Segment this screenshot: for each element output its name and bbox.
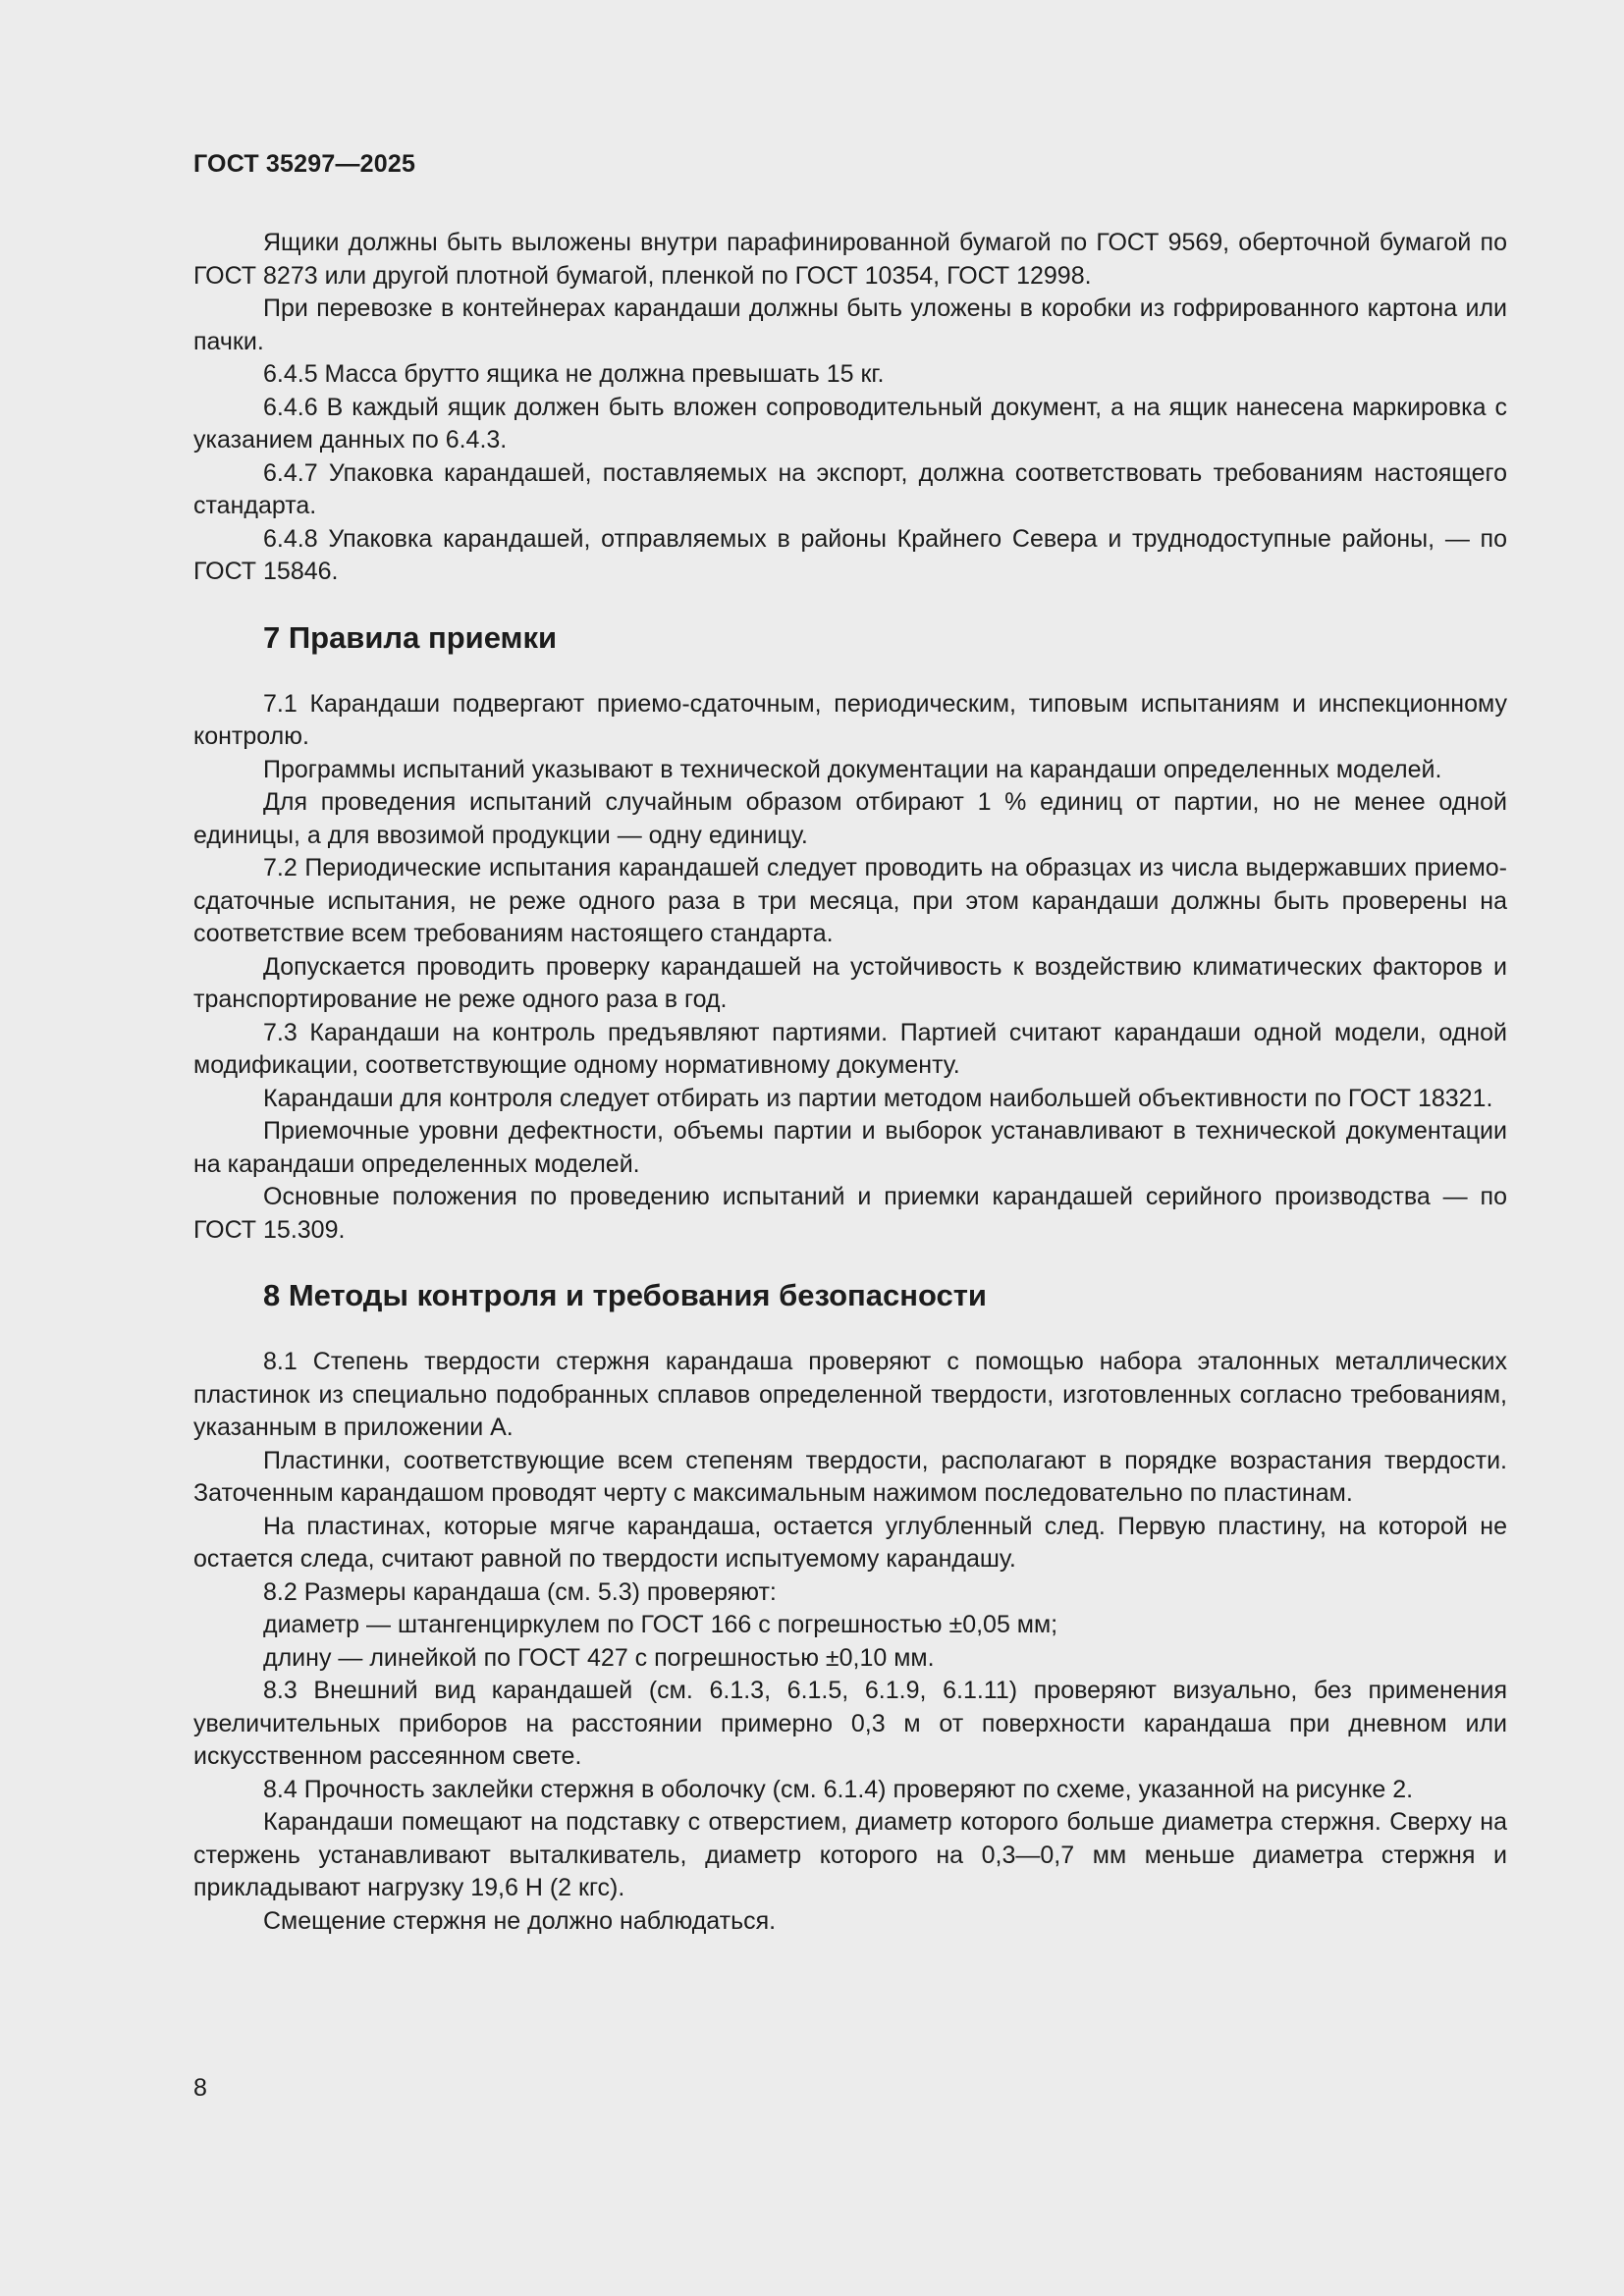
paragraph: 6.4.6 В каждый ящик должен быть вложен сопроводительный документ, а на ящик нанесена маркировка с указанием данных по 6.4.3. — [193, 393, 1507, 454]
paragraph: 6.4.7 Упаковка карандашей, поставляемых на экспорт, должна соответствовать требованиям настоящего стандарта. — [193, 458, 1507, 519]
paragraph: Допускается проводить проверку карандашей на устойчивость к воздействию климатических факторов и транспортирование не реже одного раза в год. — [193, 952, 1507, 1013]
paragraph: При перевозке в контейнерах карандаши должны быть уложены в коробки из гофрированного картона или пачки. — [193, 294, 1507, 355]
paragraph: Приемочные уровни дефектности, объемы партии и выборок устанавливают в технической документации на карандаши определенных моделей. — [193, 1117, 1507, 1178]
paragraph: 8.1 Степень твердости стержня карандаша проверяют с помощью набора эталонных металлических пластинок из специально подобранных сплавов определенной твердости, изготовленных согласно требованиям, указанным в приложении А. — [193, 1348, 1507, 1441]
document-page — [193, 147, 1507, 1938]
paragraph: На пластинах, которые мягче карандаша, остается углубленный след. Первую пластину, на которой не остается следа, считают равной по твердости испытуемому карандашу. — [193, 1512, 1507, 1573]
page-number: 8 — [193, 2074, 207, 2102]
paragraph: 6.4.5 Масса брутто ящика не должна превышать 15 кг. — [263, 360, 885, 388]
paragraph: 8.3 Внешний вид карандашей (см. 6.1.3, 6.1.5, 6.1.9, 6.1.11) проверяют визуально, без применения увеличительных приборов на расстоянии примерно 0,3 м от поверхности карандаша при дневном или искусственном рассеянном свете. — [193, 1677, 1507, 1770]
paragraph: Карандаши для контроля следует отбирать из партии методом наибольшей объективности по ГОСТ 18321. — [263, 1084, 1493, 1112]
paragraph: 8.4 Прочность заклейки стержня в оболочку (см. 6.1.4) проверяют по схеме, указанной на рисунке 2. — [263, 1775, 1414, 1803]
paragraph: 8.2 Размеры карандаша (см. 5.3) проверяют: — [263, 1577, 777, 1606]
paragraph: Основные положения по проведению испытаний и приемки карандашей серийного производства — по ГОСТ 15.309. — [193, 1183, 1507, 1244]
paragraph: Ящики должны быть выложены внутри парафинированной бумагой по ГОСТ 9569, оберточной бумагой по ГОСТ 8273 или другой плотной бумагой, пленкой по ГОСТ 10354, ГОСТ 12998. — [193, 229, 1507, 290]
paragraph: Смещение стержня не должно наблюдаться. — [263, 1906, 777, 1935]
section-8-title: 8 Методы контроля и требования безопасности — [263, 1278, 987, 1312]
document-code-header: ГОСТ 35297—2025 — [193, 150, 416, 178]
list-item: диаметр — штангенциркулем по ГОСТ 166 с погрешностью ±0,05 мм; — [263, 1611, 1058, 1638]
list-item: длину — линейкой по ГОСТ 427 с погрешностью ±0,10 мм. — [263, 1643, 935, 1672]
paragraph: 7.3 Карандаши на контроль предъявляют партиями. Партией считают карандаши одной модели, одной модификации, соответствующие одному нормативному документу. — [193, 1018, 1507, 1079]
paragraph: Пластинки, соответствующие всем степеням твердости, располагают в порядке возрастания твердости. Заточенным карандашом проводят черту с максимальным нажимом последовательно по пластинам. — [193, 1446, 1507, 1507]
paragraph: 6.4.8 Упаковка карандашей, отправляемых в районы Крайнего Севера и труднодоступные районы, — по ГОСТ 15846. — [193, 524, 1507, 585]
paragraph: 7.2 Периодические испытания карандашей следует проводить на образцах из числа выдержавших приемо-сдаточные испытания, не реже одного раза в три месяца, при этом карандаши должны быть проверены на соответствие всем требованиям настоящего стандарта. — [193, 854, 1507, 947]
paragraph: Для проведения испытаний случайным образом отбирают 1 % единиц от партии, но не менее одной единицы, а для ввозимой продукции — одну единицу. — [193, 788, 1507, 849]
paragraph: Карандаши помещают на подставку с отверстием, диаметр которого больше диаметра стержня. Сверху на стержень устанавливают выталкиватель, диаметр которого на 0,3—0,7 мм меньше диаметра стержня и прикладывают нагрузку 19,6 Н (2 кгс). — [193, 1808, 1507, 1901]
paragraph: 7.1 Карандаши подвергают приемо-сдаточным, периодическим, типовым испытаниям и инспекционному контролю. — [193, 689, 1507, 750]
paragraph: Программы испытаний указывают в технической документации на карандаши определенных моделей. — [263, 755, 1442, 783]
section-7-title: 7 Правила приемки — [263, 619, 558, 655]
